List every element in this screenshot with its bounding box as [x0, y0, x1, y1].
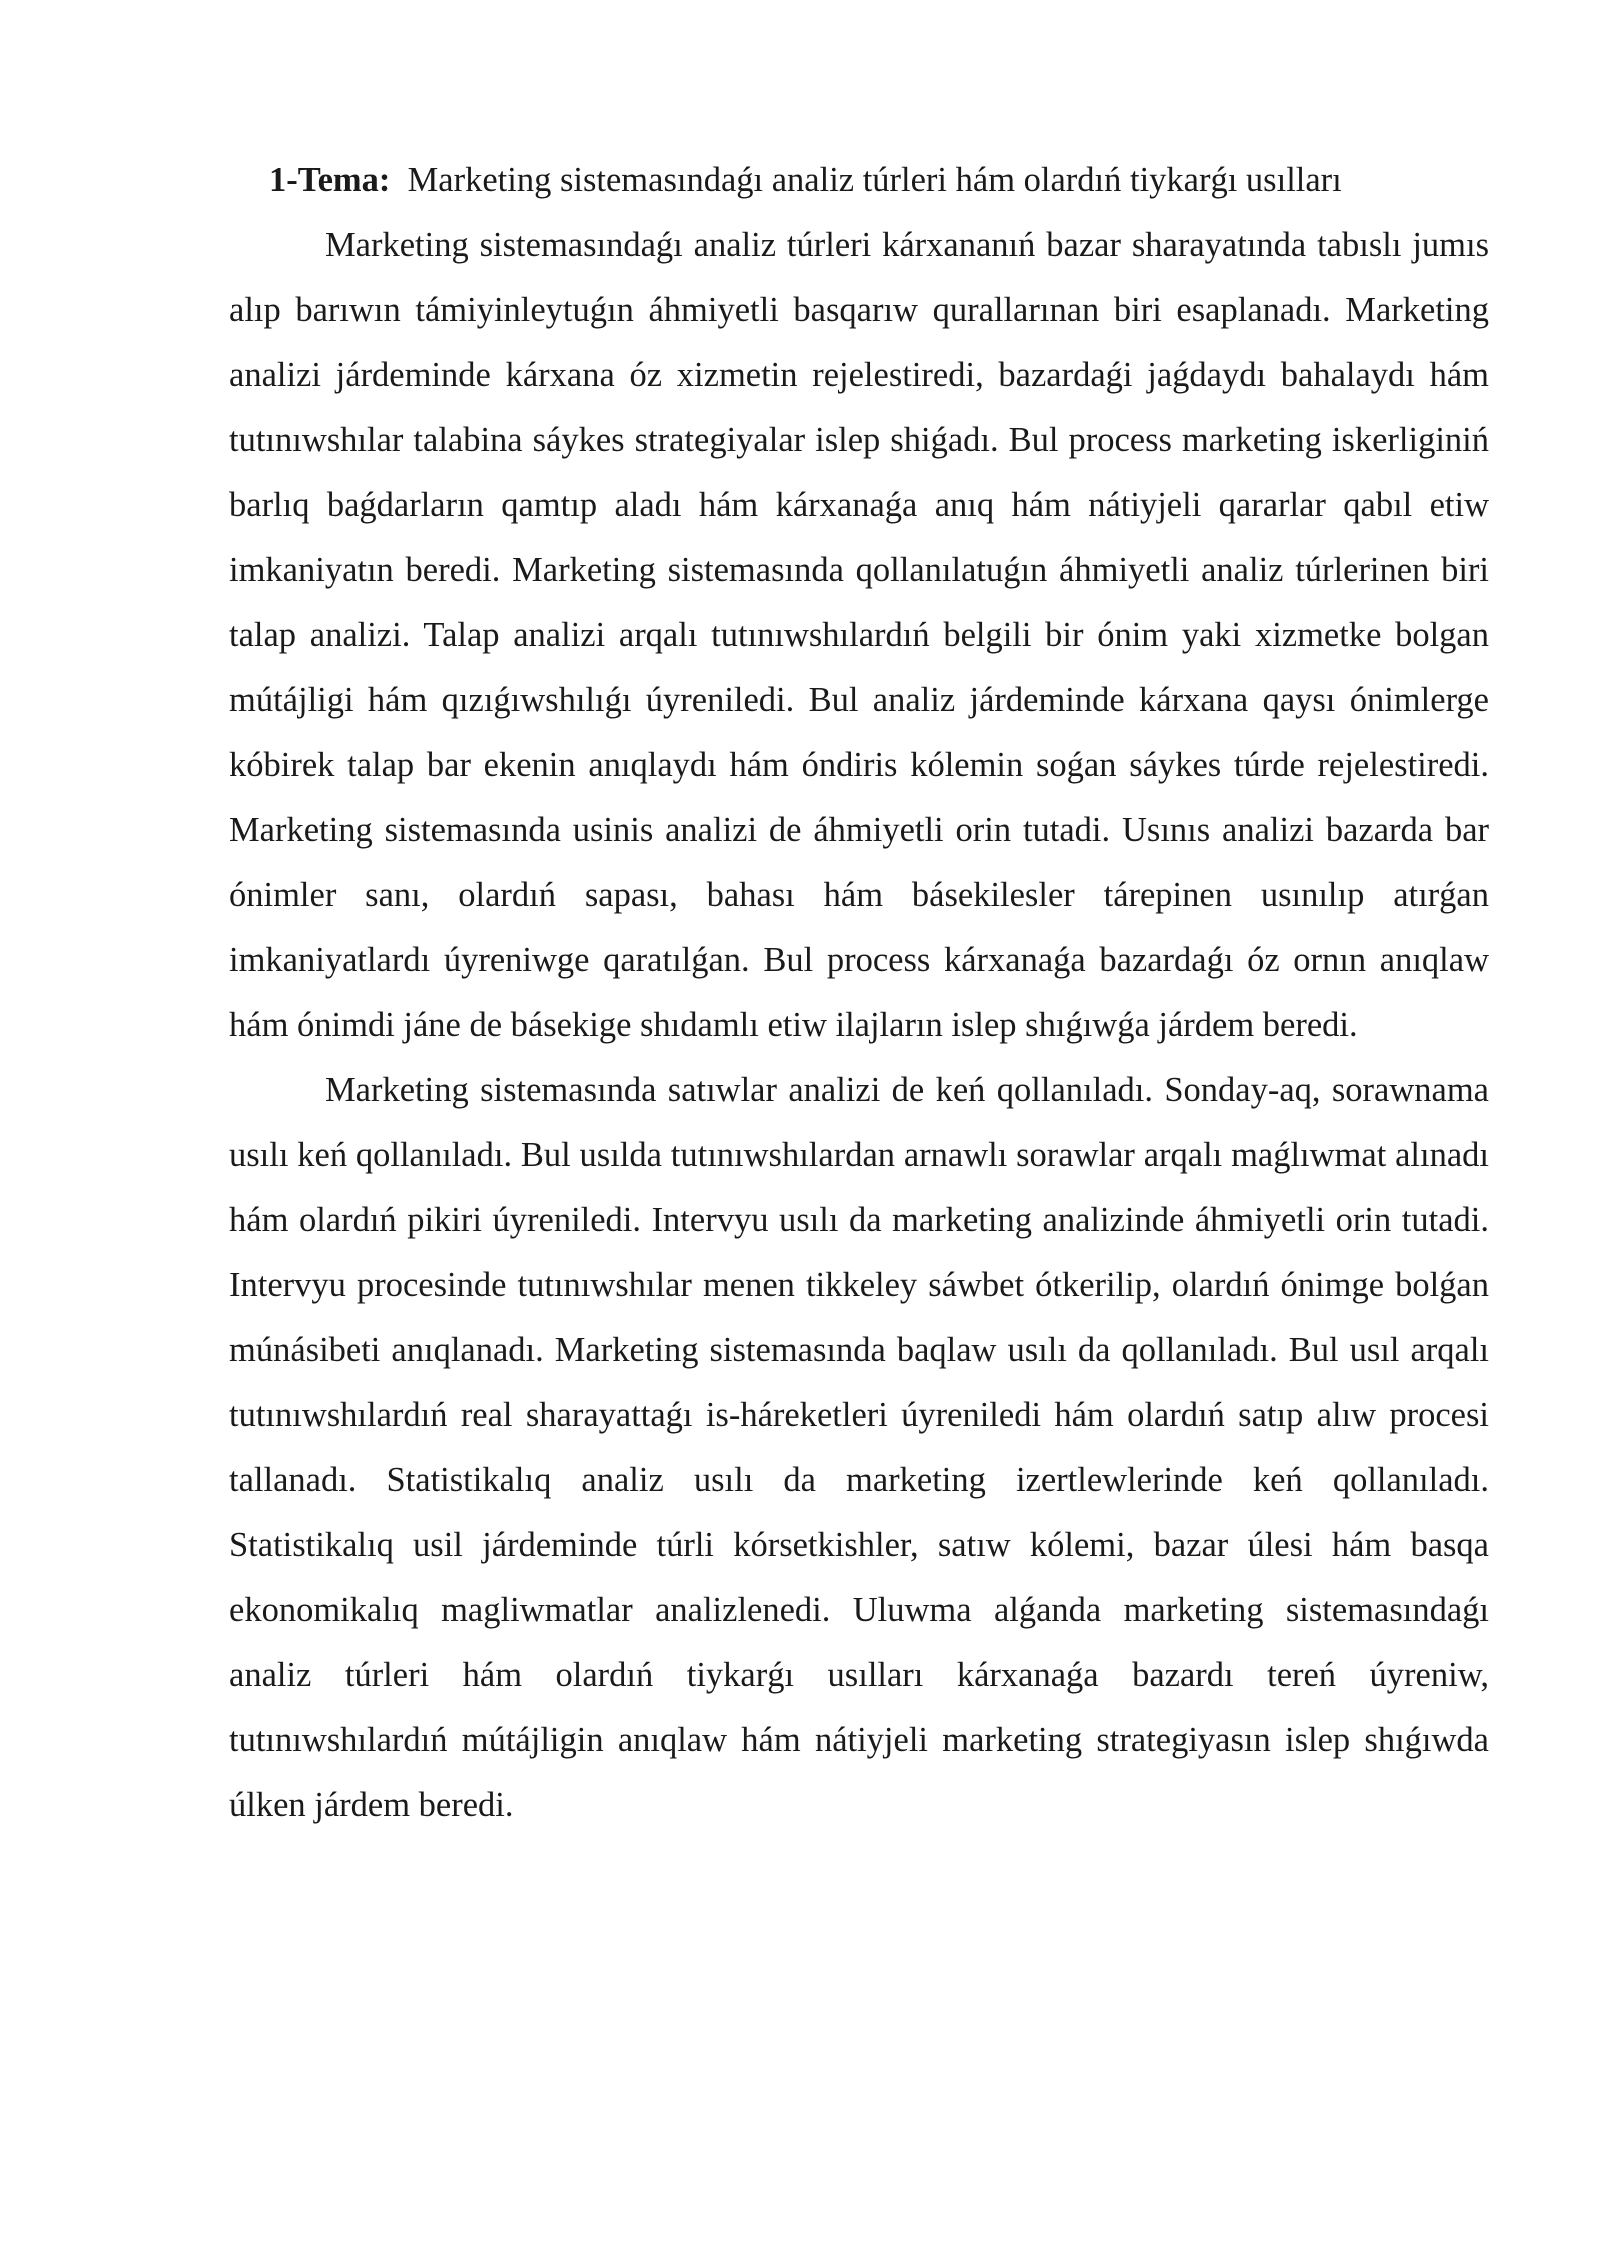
paragraph-analysis-types: Marketing sistemasındaǵı analiz túrleri kárxananıń bazar sharayatında tabıslı jumıs alıp barıwın támiyinleytuǵın áhmiyetli basqarıw qurallarınan biri esaplanadı. Marketing analizi járdeminde kárxana óz xizmetin rejelestiredi, bazardaǵi jaǵdaydı bahalaydı hám tutınıwshılar talabina sáykes strategiyalar islep shiǵadı. Bul process marketing iskerliginiń barlıq baǵdarların qamtıp aladı hám kárxanaǵa anıq hám nátiyjeli qararlar qabıl etiw imkaniyatın beredi. Marketing sistemasında qollanılatuǵın áhmiyetli analiz túrlerinen biri talap analizi. Talap analizi arqalı tutınıwshılardıń belgili bir ónim yaki xizmetke bolgan mútájligi hám qızıǵıwshılıǵı úyreniledi. Bul analiz járdeminde kárxana qaysı ónimlerge kóbirek talap bar ekenin anıqlaydı hám óndiris kólemin soǵan sáykes túrde rejelestiredi. Marketing sistemasında usinis analizi de áhmiyetli orin tutadi. Usınıs analizi bazarda bar ónimler sanı, olardıń sapası, bahası hám básekilesler tárepinen usınılıp atırǵan imkaniyatlardı úyreniwge qaratılǵan. Bul process kárxanaǵa bazardaǵı óz ornın anıqlaw hám ónimdi jáne de básekige shıdamlı etiw ilajların islep shıǵıwǵa járdem beredi.: [229, 226, 1489, 1044]
topic-label: 1-Tema:: [269, 161, 391, 199]
paragraph-analysis-methods: Marketing sistemasında satıwlar analizi de keń qollanıladı. Sonday-aq, sorawnama usılı keń qollanıladı. Bul usılda tutınıwshılardan arnawlı sorawlar arqalı maǵlıwmat alınadı hám olardıń pikiri úyreniledi. Intervyu usılı da marketing analizinde áhmiyetli orin tutadi. Intervyu procesinde tutınıwshılar menen tikkeley sáwbet ótkerilip, olardıń ónimge bolǵan múnásibeti anıqlanadı. Marketing sistemasında baqlaw usılı da qollanıladı. Bul usıl arqalı tutınıwshılardıń real sharayattaǵı is-háreketleri úyreniledi hám olardıń satıp alıw procesi tallanadı. Statistikalıq analiz usılı da marketing izertlewlerinde keń qollanıladı. Statistikalıq usil járdeminde túrli kórsetkishler, satıw kólemi, bazar úlesi hám basqa ekonomikalıq magliwmatlar analizlenedi. Uluwma alǵanda marketing sistemasındaǵı analiz túrleri hám olardıń tiykarǵı usılları kárxanaǵa bazardı tereń úyreniw, tutınıwshılardıń mútájligin anıqlaw hám nátiyjeli marketing strategiyasın islep shıǵıwda úlken járdem beredi.: [229, 1071, 1489, 1824]
topic-heading: [229, 148, 1489, 213]
document-body: [229, 148, 1489, 1838]
topic-title: Marketing sistemasındaǵı analiz túrleri hám olardıń tiykarǵı usılları: [407, 161, 1342, 199]
